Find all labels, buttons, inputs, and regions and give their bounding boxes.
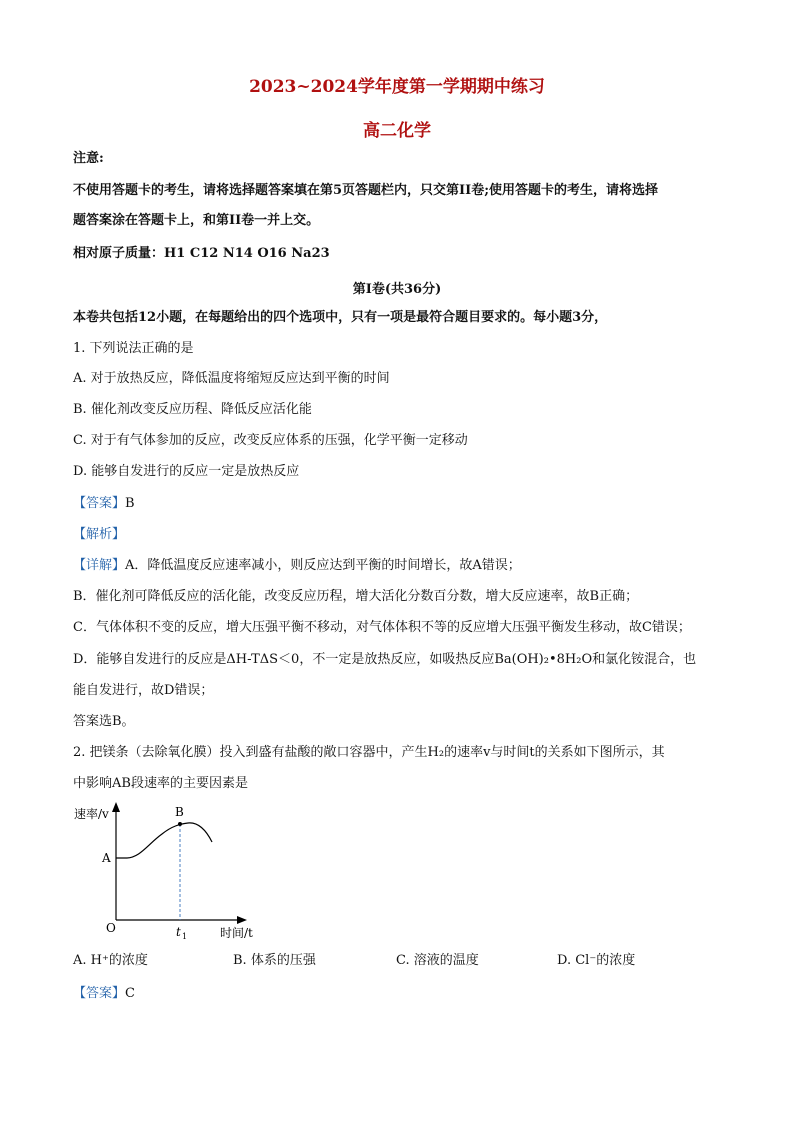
x-axis-arrow bbox=[237, 916, 247, 924]
q2-option-c: C. 溶液的温度 bbox=[396, 953, 479, 968]
q2-answer bbox=[73, 985, 724, 1003]
q2-stem-2: 中影响AB段速率的主要因素是 bbox=[73, 776, 248, 791]
notes-label: 注意: bbox=[73, 151, 104, 166]
q1-option-c: C. 对于有气体参加的反应，改变反应体系的压强，化学平衡一定移动 bbox=[73, 433, 468, 448]
notes-line-2: 题答案涂在答题卡上，和第II卷一并上交。 bbox=[73, 213, 320, 228]
q1-option-a: A. 对于放热反应，降低温度将缩短反应达到平衡的时间 bbox=[73, 371, 390, 386]
q1-detail-d-1: D．能够自发进行的反应是ΔH-TΔS＜0，不一定是放热反应，如吸热反应Ba(OH)₂•8H₂O和氯化铵混合，也 bbox=[73, 652, 697, 667]
q1-detail-a bbox=[73, 557, 724, 575]
section-heading: 第I卷(共36分) bbox=[352, 282, 442, 297]
q1-detail-b: B．催化剂可降低反应的活化能，改变反应历程，增大活化分数百分数，增大反应速率，故B正确； bbox=[73, 589, 639, 604]
q1-answer bbox=[73, 495, 724, 513]
detail-a-text: A．降低温度反应速率减小，则反应达到平衡的时间增长，故A错误； bbox=[125, 558, 521, 573]
t1-label: t bbox=[176, 925, 181, 939]
notes-line-1: 不使用答题卡的考生，请将选择题答案填在第5页答题栏内，只交第II卷;使用答题卡的考生，请将选择 bbox=[73, 183, 659, 198]
answer-label: 【答案】 bbox=[73, 986, 126, 1001]
y-axis-arrow bbox=[112, 802, 120, 812]
point-a-label: A bbox=[102, 851, 111, 865]
q2-stem-1: 2. 把镁条（去除氧化膜）投入到盛有盐酸的敞口容器中，产生H₂的速率v与时间t的关系如下图所示，其 bbox=[73, 745, 665, 760]
q1-conclusion: 答案选B。 bbox=[73, 714, 135, 729]
q2-option-d: D. Cl⁻的浓度 bbox=[557, 953, 636, 968]
rate-time-graph bbox=[70, 800, 260, 945]
exam-title: 2023~2024学年度第一学期期中练习 bbox=[249, 77, 545, 97]
detail-label: 【详解】 bbox=[73, 558, 126, 573]
x-axis-label: 时间/t bbox=[220, 926, 253, 940]
q1-analysis-label: 【解析】 bbox=[73, 527, 126, 542]
answer-value: B bbox=[125, 496, 135, 511]
answer-label: 【答案】 bbox=[73, 496, 126, 511]
t1-subscript: 1 bbox=[182, 932, 188, 941]
q2-option-a: A. H⁺的浓度 bbox=[73, 953, 148, 968]
point-b-label: B bbox=[175, 805, 184, 819]
answer-value: C bbox=[125, 986, 135, 1001]
q1-detail-c: C．气体体积不变的反应，增大压强平衡不移动，对气体体积不等的反应增大压强平衡发生移动，故C错误； bbox=[73, 620, 691, 635]
y-axis-label: 速率/v bbox=[74, 807, 109, 821]
q2-option-b: B. 体系的压强 bbox=[233, 953, 316, 968]
subject-title: 高二化学 bbox=[363, 121, 431, 141]
q1-stem: 1. 下列说法正确的是 bbox=[73, 341, 194, 356]
q1-detail-d-2: 能自发进行，故D错误； bbox=[73, 683, 214, 698]
rate-curve bbox=[116, 823, 212, 858]
q1-option-b: B. 催化剂改变反应历程、降低反应活化能 bbox=[73, 402, 312, 417]
point-b-dot bbox=[178, 822, 182, 826]
origin-label: O bbox=[106, 921, 116, 935]
atomic-mass-note: 相对原子质量：H1 C12 N14 O16 Na23 bbox=[73, 246, 330, 261]
section-intro: 本卷共包括12小题，在每题给出的四个选项中，只有一项是最符合题目要求的。每小题3分， bbox=[73, 310, 608, 325]
q1-option-d: D. 能够自发进行的反应一定是放热反应 bbox=[73, 464, 300, 479]
